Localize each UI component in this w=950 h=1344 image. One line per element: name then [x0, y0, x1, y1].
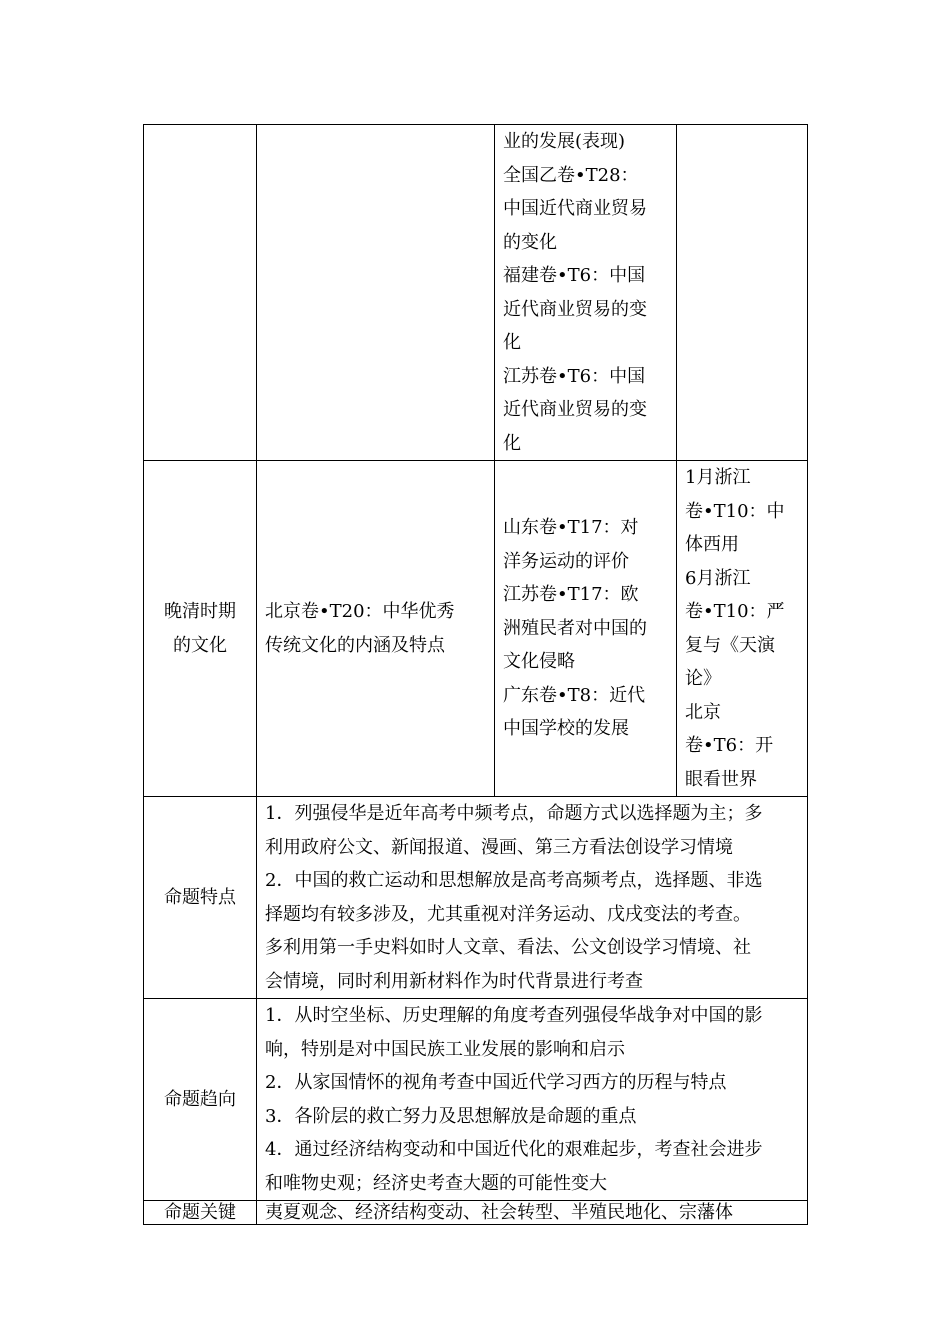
table-row: [144, 797, 808, 999]
cell-line: 响，特别是对中国民族工业发展的影响和启示: [265, 1038, 625, 1060]
row2-col2: [257, 461, 495, 797]
cell-line: 1．从时空坐标、历史理解的角度考查列强侵华战争对中国的影: [265, 1005, 763, 1026]
cell-line: 复与《天演: [685, 634, 775, 656]
cell-line: 和唯物史观；经济史考查大题的可能性变大: [265, 1172, 607, 1194]
cell-line: 6月浙江: [685, 567, 751, 589]
cell-line: 择题均有较多涉及，尤其重视对洋务运动、戊戌变法的考查。: [265, 903, 751, 925]
cell-line: 业的发展(表现): [503, 131, 626, 152]
cell-line: 广东卷•T8：近代: [503, 684, 646, 706]
cell-line: 利用政府公文、新闻报道、漫画、第三方看法创设学习情境: [265, 836, 733, 858]
cell-line: 江苏卷•T6：中国: [503, 365, 646, 387]
row1-col1: [144, 125, 257, 461]
cell-line: 多利用第一手史料如时人文章、看法、公文创设学习情境、社: [265, 937, 751, 958]
row3-content: [257, 797, 808, 999]
row1-col2: [257, 125, 495, 461]
cell-line: 眼看世界: [685, 768, 757, 790]
table-row: [144, 125, 808, 461]
cell-line: 体西用: [685, 534, 739, 555]
row1-col3: [495, 125, 677, 461]
table-row: [144, 999, 808, 1201]
cell-line: 全国乙卷•T28：: [503, 164, 639, 186]
cell-line: 传统文化的内涵及特点: [265, 634, 445, 656]
cell-line: 洲殖民者对中国的: [503, 617, 647, 639]
cell-line: 江苏卷•T17：欧: [503, 584, 639, 606]
cell-line: 化: [503, 432, 521, 454]
cell-line: 中国学校的发展: [503, 718, 629, 740]
cell-line: 化: [503, 332, 521, 353]
cell-line: 论》: [685, 668, 721, 689]
cell-line: 卷•T6：开: [685, 735, 774, 756]
cell-line: 4．通过经济结构变动和中国近代化的艰难起步，考查社会进步: [265, 1139, 763, 1160]
row1-col4: [677, 125, 808, 461]
cell-line: 文化侵略: [503, 651, 575, 673]
row5-content: 夷夏观念、经济结构变动、社会转型、半殖民地化、宗藩体: [257, 1201, 808, 1225]
row-label-line: 的文化: [173, 634, 227, 656]
row4-content: [257, 999, 808, 1201]
exam-analysis-table: [143, 124, 808, 1225]
cell-line: 近代商业贸易的变: [503, 298, 647, 320]
cell-line: 北京卷•T20：中华优秀: [265, 601, 455, 622]
row2-col3: [495, 461, 677, 797]
row3-label: 命题特点: [144, 797, 257, 999]
cell-line: 山东卷•T17：对: [503, 517, 639, 539]
cell-line: 北京: [685, 701, 721, 723]
row2-col4: [677, 461, 808, 797]
cell-line: 近代商业贸易的变: [503, 399, 647, 420]
cell-line: 中国近代商业贸易: [503, 198, 647, 219]
cell-line: 会情境，同时利用新材料作为时代背景进行考查: [265, 970, 643, 992]
table-row: [144, 461, 808, 797]
cell-line: 3．各阶层的救亡努力及思想解放是命题的重点: [265, 1105, 637, 1127]
cell-line: 1月浙江: [685, 467, 751, 488]
row4-label: 命题趋向: [144, 999, 257, 1201]
cell-line: 卷•T10：中: [685, 500, 785, 522]
row5-label: 命题关键: [144, 1201, 257, 1225]
cell-line: 的变化: [503, 231, 557, 253]
cell-line: 卷•T10：严: [685, 601, 785, 622]
cell-line: 福建卷•T6：中国: [503, 265, 646, 286]
row2-col1: [144, 461, 257, 797]
cell-line: 洋务运动的评价: [503, 550, 629, 572]
table-row: [144, 1201, 808, 1225]
cell-line: 2．中国的救亡运动和思想解放是高考高频考点，选择题、非选: [265, 870, 763, 891]
cell-line: 2．从家国情怀的视角考查中国近代学习西方的历程与特点: [265, 1072, 727, 1093]
row-label-line: 晚清时期: [164, 601, 236, 622]
cell-line: 1．列强侵华是近年高考中频考点，命题方式以选择题为主；多: [265, 803, 763, 824]
